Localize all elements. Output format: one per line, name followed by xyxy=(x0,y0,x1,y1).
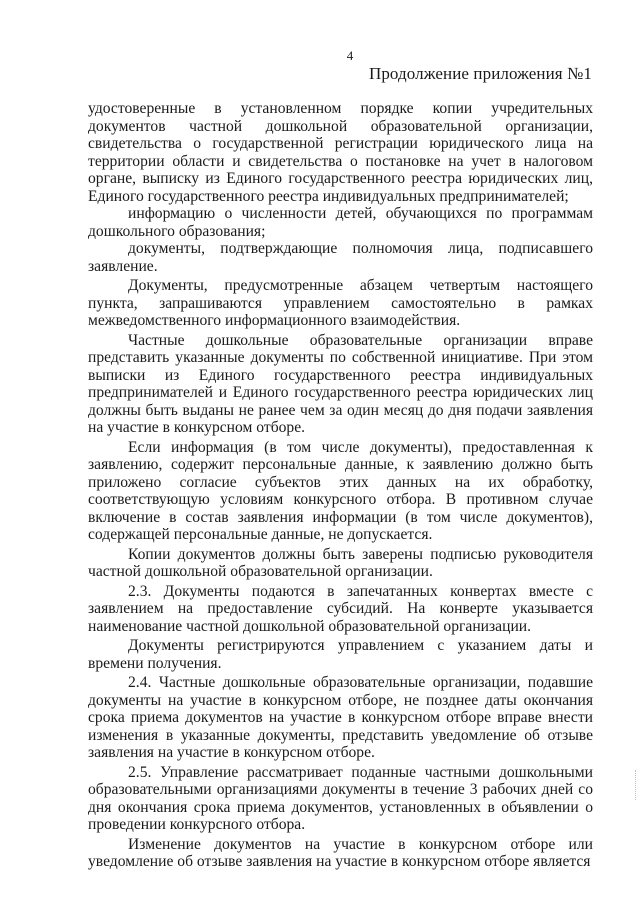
paragraph-2-4-changes: 2.4. Частные дошкольные образовательные организации, подавшие документы на участие в конкурсном отборе, не позднее даты окончания срока приема документов на участие в конкурсном отборе вправе внести изменения в указанные документы, представить уведомление об отзыве заявления на участие в конкурсном отборе. xyxy=(88,674,593,761)
document-body xyxy=(88,100,593,871)
paragraph-authority-documents: документы, подтверждающие полномочия лица, подписавшего заявление. xyxy=(88,240,593,275)
paragraph-2-3-sealed-envelopes: 2.3. Документы подаются в запечатанных конвертах вместе с заявлением на предоставление субсидий. На конверте указывается наименование частной дошкольной образовательной организации. xyxy=(88,582,593,635)
paragraph-2-5-review: 2.5. Управление рассматривает поданные частными дошкольными образовательными организациями документы в течение 3 рабочих дней со дня окончания срока приема документов, установленных в объявлении о проведении конкурсного отбора. xyxy=(88,763,593,833)
appendix-continuation-note: Продолжение приложения №1 xyxy=(368,64,592,83)
paragraph-founding-documents: удостоверенные в установленном порядке копии учредительных документов частной дошкольной образовательной организации, свидетельства о государственной регистрации юридического лица на территории области и свидетельства о постановке на учет в налоговом органе, выписку из Единого государственного реестра юридических лиц, Единого государственного реестра индивидуальных предпринимателей; xyxy=(88,100,593,205)
paragraph-certified-copies: Копии документов должны быть заверены подписью руководителя частной дошкольной образовательной организации. xyxy=(88,545,593,580)
paragraph-registration: Документы регистрируются управлением с указанием даты и времени получения. xyxy=(88,637,593,672)
paragraph-own-initiative: Частные дошкольные образовательные организации вправе представить указанные документы по собственной инициативе. При этом выписки из Единого государственного реестра индивидуальных предпринимателей и Единого государственного реестра юридических лиц должны быть выданы не ранее чем за один месяц до дня подачи заявления на участие в конкурсном отборе. xyxy=(88,331,593,436)
paragraph-personal-data: Если информация (в том числе документы), предоставленная к заявлению, содержит персональные данные, к заявлению должно быть приложено согласие субъектов этих данных на их обработку, соответствующую условиям конкурсного отбора. В противном случае включение в состав заявления информации (в том числе документов), содержащей персональные данные, не допускается. xyxy=(88,438,593,543)
scan-margin-mark xyxy=(632,770,636,800)
paragraph-children-info: информацию о численности детей, обучающихся по программам дошкольного образования; xyxy=(88,205,593,240)
paragraph-interagency-request: Документы, предусмотренные абзацем четвертым настоящего пункта, запрашиваются управлением самостоятельно в рамках межведомственного информационного взаимодействия. xyxy=(88,277,593,329)
page-number: 4 xyxy=(346,48,354,63)
paragraph-change-notice: Изменение документов на участие в конкурсном отборе или уведомление об отзыве заявления на участие в конкурсном отборе является xyxy=(88,835,593,870)
